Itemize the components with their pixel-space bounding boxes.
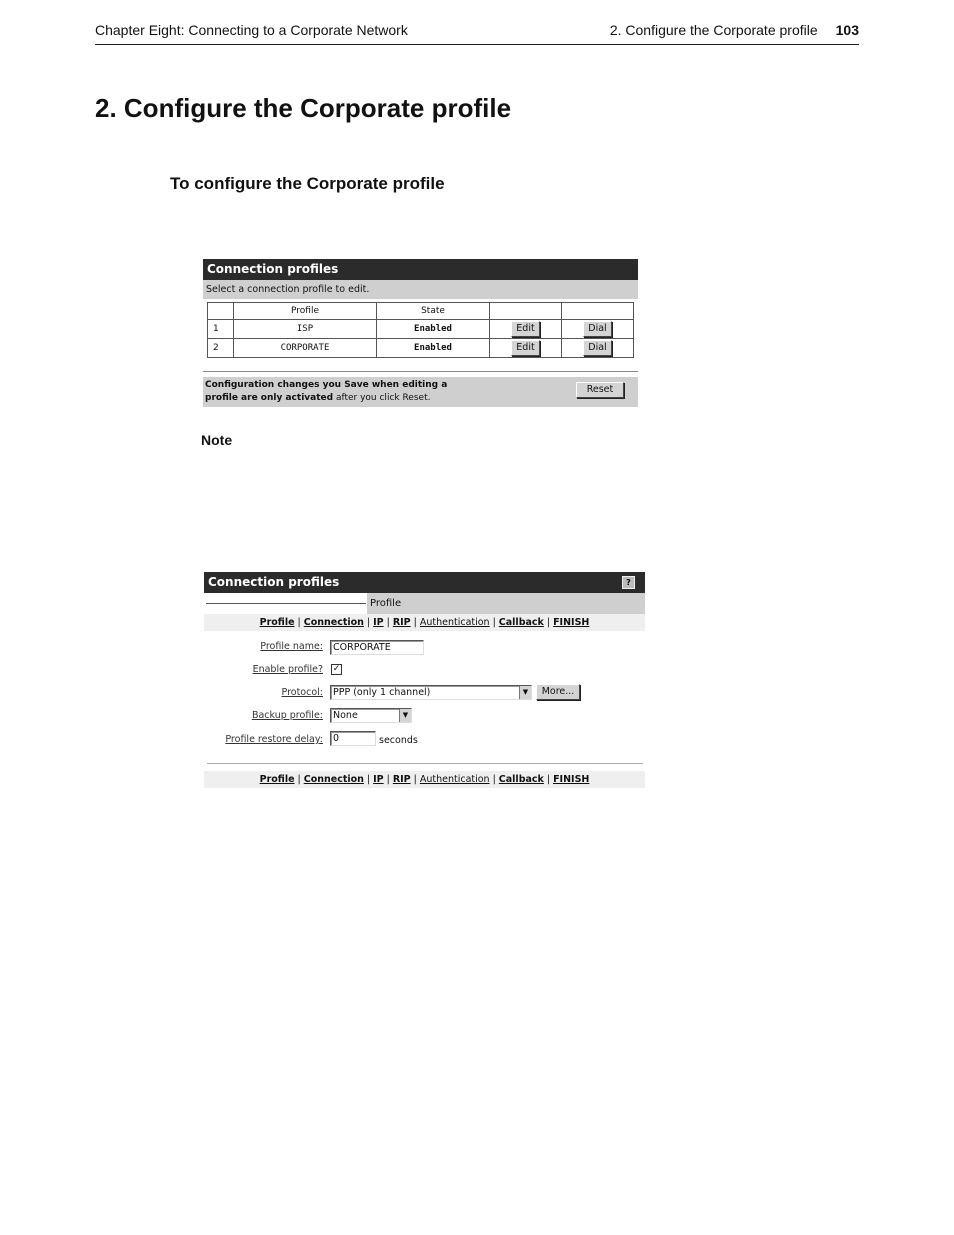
nav-authentication[interactable]: Authentication [419,617,490,628]
restore-delay-label: Profile restore delay: [225,734,323,745]
page-title: 2. Configure the Corporate profile [95,93,512,123]
profile-name-label: Profile name: [260,641,323,652]
procedure-heading: To configure the Corporate profile [170,174,445,193]
nav-ip[interactable]: IP [373,774,384,785]
state-cell: Enabled [377,339,490,358]
protocol-select[interactable]: PPP (only 1 channel) ▼ [330,685,532,700]
wizard-nav-bottom: Profile | Connection | IP | RIP | Authentication | Callback | FINISH [204,771,645,788]
profile-name-cell: ISP [234,320,377,339]
table-row [208,320,634,339]
profile-edit-screenshot [204,572,645,790]
state-cell: Enabled [377,320,490,339]
table-row [208,339,634,358]
instruction-bar: Select a connection profile to edit. [203,280,638,299]
dropdown-arrow-icon: ▼ [519,686,531,699]
protocol-label: Protocol: [281,687,323,698]
connection-profiles-list-screenshot [203,259,638,407]
restore-delay-input[interactable]: 0 [330,731,376,746]
nav-authentication[interactable]: Authentication [419,774,490,785]
profiles-table [207,302,634,358]
nav-finish[interactable]: FINISH [553,774,590,785]
divider [207,763,643,764]
reset-button[interactable]: Reset [576,382,624,398]
row-number: 2 [208,339,234,358]
nav-callback[interactable]: Callback [498,774,544,785]
dropdown-arrow-icon: ▼ [399,709,411,722]
panel-title: Connection profiles [203,259,638,280]
restore-delay-unit: seconds [379,735,418,746]
footer-bar [203,377,638,407]
edit-button[interactable]: Edit [511,340,539,356]
nav-connection[interactable]: Connection [303,617,364,628]
column-header-state: State [377,303,490,320]
nav-ip[interactable]: IP [373,617,384,628]
running-header [95,22,859,45]
wizard-nav-top: Profile | Connection | IP | RIP | Authentication | Callback | FINISH [204,614,645,631]
dial-button[interactable]: Dial [583,321,611,337]
tab-row [204,593,645,614]
nav-callback[interactable]: Callback [498,617,544,628]
enable-profile-checkbox[interactable]: ✓ [332,664,341,674]
profile-name-cell: CORPORATE [234,339,377,358]
help-icon[interactable]: ? [622,576,635,589]
profile-name-input[interactable]: CORPORATE [330,640,424,655]
nav-rip[interactable]: RIP [392,774,411,785]
divider [203,371,638,372]
backup-profile-label: Backup profile: [251,710,323,721]
panel-title: Connection profiles ? [204,572,645,593]
column-header-profile: Profile [234,303,377,320]
edit-button[interactable]: Edit [511,321,539,337]
enable-profile-label: Enable profile? [252,664,323,675]
tab-profile[interactable]: Profile [367,593,645,614]
nav-finish[interactable]: FINISH [553,617,590,628]
section-title: 2. Configure the Corporate profile [609,22,818,38]
page-number: 103 [835,22,859,38]
more-button[interactable]: More... [536,684,580,700]
dial-button[interactable]: Dial [583,340,611,356]
nav-profile[interactable]: Profile [259,774,295,785]
table-header-row [208,303,634,320]
footer-note: Configuration changes you Save when editing a profile are only activated after you click Reset. [205,380,448,403]
nav-connection[interactable]: Connection [303,774,364,785]
note-label: Note [201,432,233,448]
header-section [610,22,859,38]
backup-profile-select[interactable]: None ▼ [330,708,412,723]
row-number: 1 [208,320,234,339]
nav-rip[interactable]: RIP [392,617,411,628]
chapter-title: Chapter Eight: Connecting to a Corporate Network [95,22,408,38]
nav-profile[interactable]: Profile [259,617,295,628]
